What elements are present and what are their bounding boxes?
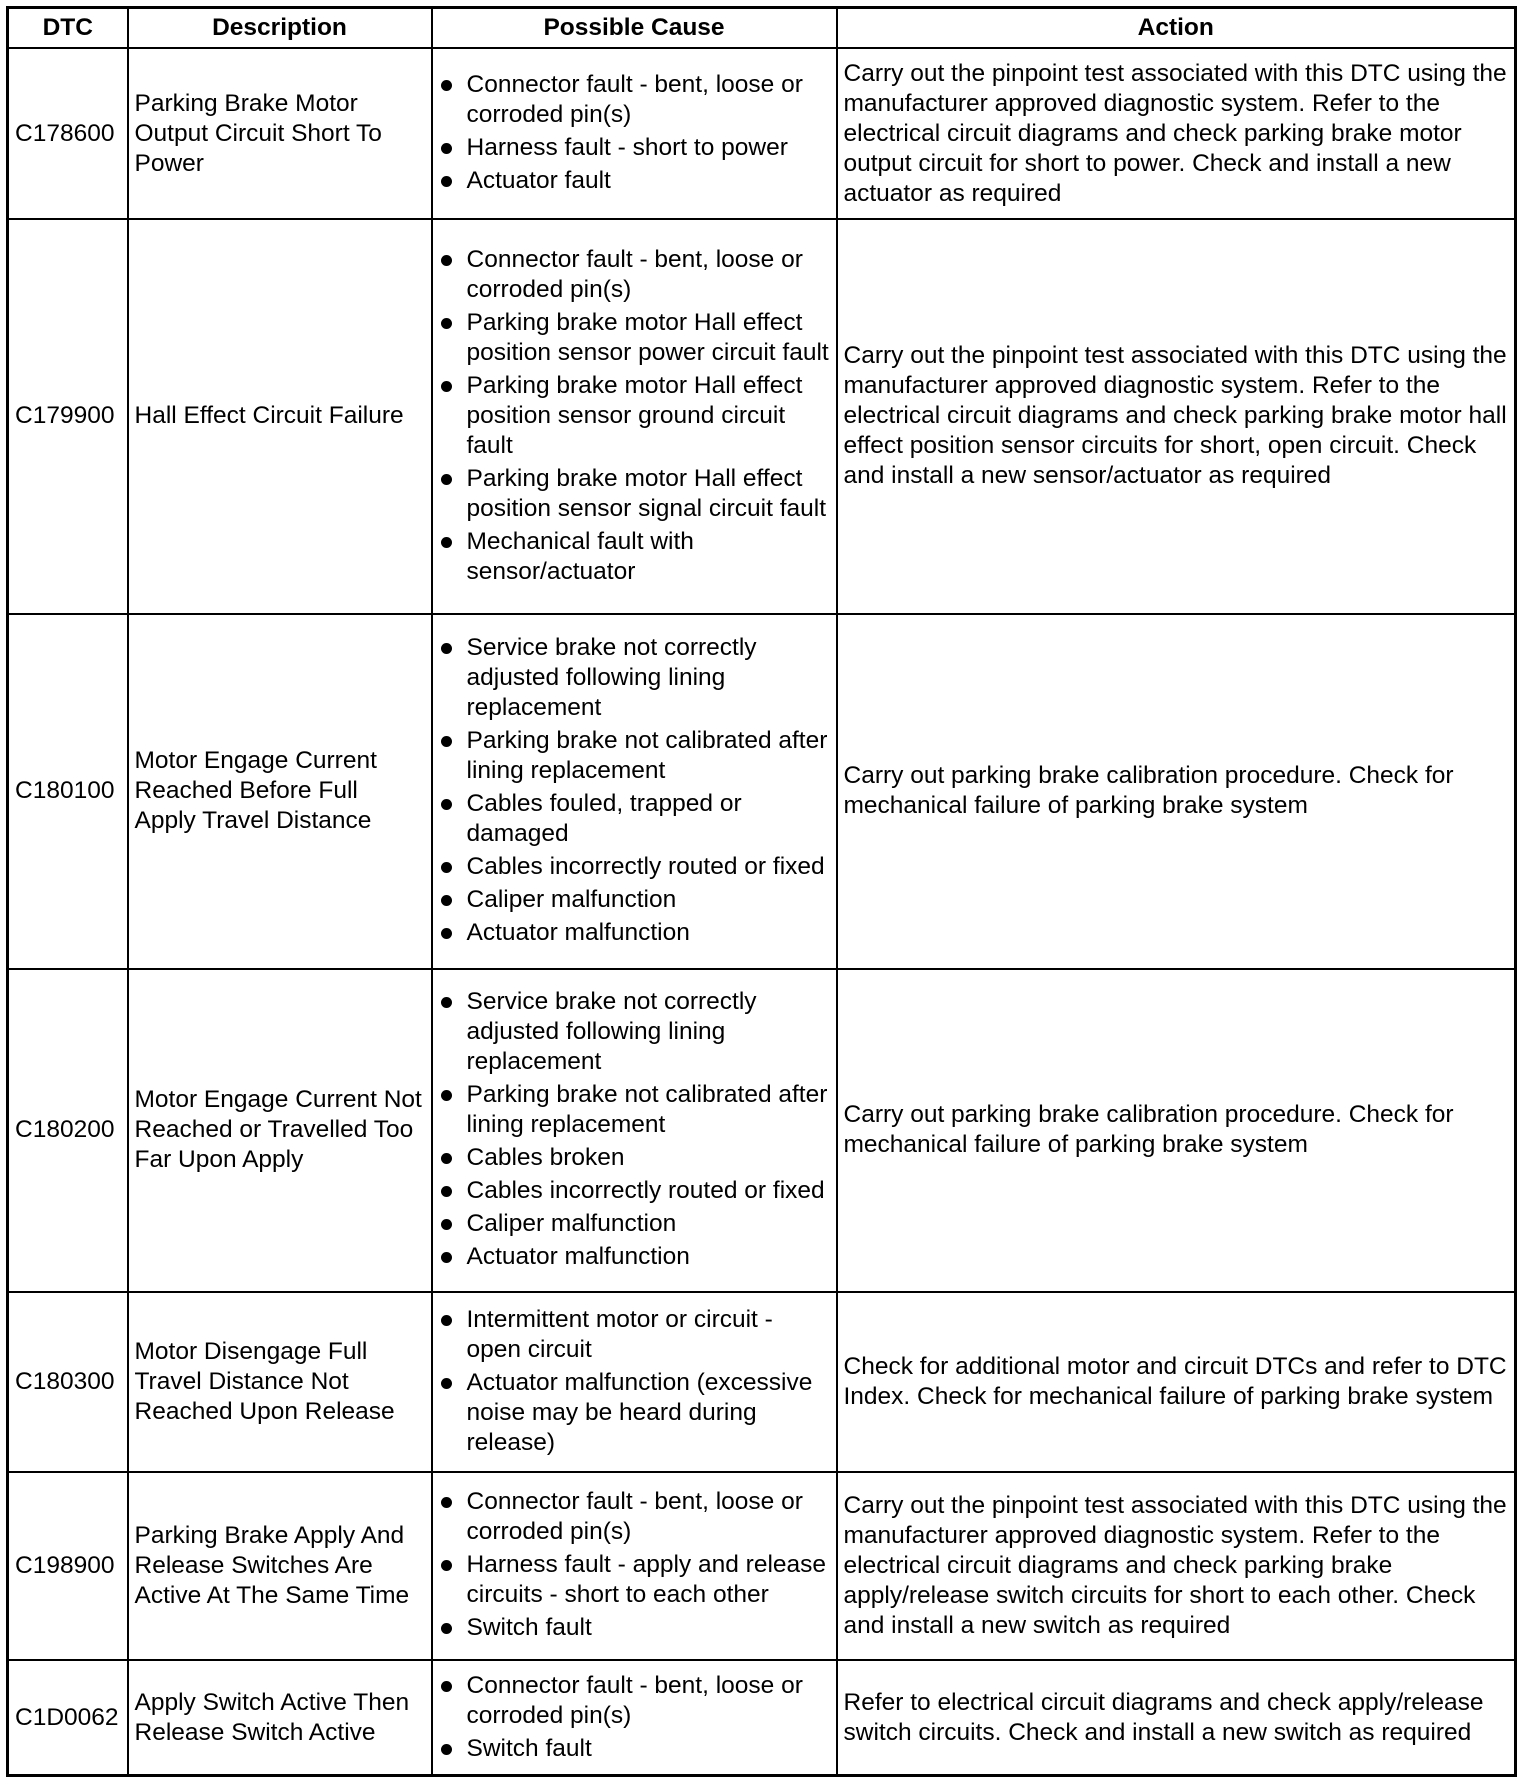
dtc-code: C198900 <box>8 1472 128 1661</box>
dtc-code: C180100 <box>8 614 128 969</box>
possible-cause-item: Cables fouled, trapped or damaged <box>439 789 830 849</box>
possible-cause-list <box>439 245 830 587</box>
possible-cause-cell <box>432 614 837 969</box>
possible-cause-item: Service brake not correctly adjusted following lining replacement <box>439 633 830 723</box>
dtc-description: Parking Brake Motor Output Circuit Short To Power <box>128 48 432 219</box>
dtc-description: Apply Switch Active Then Release Switch Active <box>128 1660 432 1775</box>
header-description: Description <box>128 8 432 49</box>
possible-cause-item: Cables incorrectly routed or fixed <box>439 1176 830 1206</box>
header-action: Action <box>837 8 1516 49</box>
action-text: Check for additional motor and circuit DTCs and refer to DTC Index. Check for mechanical failure of parking brake system <box>837 1292 1516 1472</box>
possible-cause-cell <box>432 969 837 1292</box>
possible-cause-item: Connector fault - bent, loose or corroded pin(s) <box>439 1487 830 1547</box>
possible-cause-item: Harness fault - apply and release circuits - short to each other <box>439 1550 830 1610</box>
dtc-description: Hall Effect Circuit Failure <box>128 219 432 613</box>
possible-cause-item: Caliper malfunction <box>439 885 830 915</box>
possible-cause-cell <box>432 48 837 219</box>
table-body <box>8 48 1516 1776</box>
possible-cause-item: Parking brake motor Hall effect position sensor power circuit fault <box>439 308 830 368</box>
table-row <box>8 219 1516 613</box>
action-text: Refer to electrical circuit diagrams and check apply/release switch circuits. Check and install a new switch as required <box>837 1660 1516 1775</box>
possible-cause-item: Parking brake motor Hall effect position sensor ground circuit fault <box>439 371 830 461</box>
possible-cause-cell <box>432 1660 837 1775</box>
table-row <box>8 48 1516 219</box>
possible-cause-item: Cables broken <box>439 1143 830 1173</box>
possible-cause-item: Switch fault <box>439 1734 830 1764</box>
action-text: Carry out the pinpoint test associated with this DTC using the manufacturer approved diagnostic system. Refer to the electrical circuit diagrams and check parking brake motor output circuit for short to power. Check and install a new actuator as required <box>837 48 1516 219</box>
table-row <box>8 1292 1516 1472</box>
possible-cause-item: Connector fault - bent, loose or corroded pin(s) <box>439 1671 830 1731</box>
dtc-table <box>6 6 1517 1777</box>
action-text: Carry out parking brake calibration procedure. Check for mechanical failure of parking brake system <box>837 969 1516 1292</box>
table-row <box>8 969 1516 1292</box>
action-text: Carry out parking brake calibration procedure. Check for mechanical failure of parking brake system <box>837 614 1516 969</box>
possible-cause-cell <box>432 1292 837 1472</box>
possible-cause-item: Caliper malfunction <box>439 1209 830 1239</box>
header-dtc: DTC <box>8 8 128 49</box>
possible-cause-item: Connector fault - bent, loose or corroded pin(s) <box>439 245 830 305</box>
table-row <box>8 1660 1516 1775</box>
possible-cause-list <box>439 987 830 1272</box>
possible-cause-item: Connector fault - bent, loose or corroded pin(s) <box>439 70 830 130</box>
dtc-code: C178600 <box>8 48 128 219</box>
table-row <box>8 1472 1516 1661</box>
dtc-code: C179900 <box>8 219 128 613</box>
possible-cause-item: Mechanical fault with sensor/actuator <box>439 527 830 587</box>
dtc-description: Motor Engage Current Not Reached or Travelled Too Far Upon Apply <box>128 969 432 1292</box>
possible-cause-item: Actuator malfunction <box>439 1242 830 1272</box>
possible-cause-item: Actuator fault <box>439 166 830 196</box>
possible-cause-item: Service brake not correctly adjusted following lining replacement <box>439 987 830 1077</box>
dtc-code: C180300 <box>8 1292 128 1472</box>
possible-cause-list <box>439 1305 830 1458</box>
action-text: Carry out the pinpoint test associated with this DTC using the manufacturer approved diagnostic system. Refer to the electrical circuit diagrams and check parking brake apply/release switch circuits for short to each other. Check and install a new switch as required <box>837 1472 1516 1661</box>
possible-cause-cell <box>432 1472 837 1661</box>
possible-cause-item: Cables incorrectly routed or fixed <box>439 852 830 882</box>
table-row <box>8 614 1516 969</box>
possible-cause-item: Actuator malfunction <box>439 918 830 948</box>
dtc-code: C1D0062 <box>8 1660 128 1775</box>
possible-cause-item: Intermittent motor or circuit - open circuit <box>439 1305 830 1365</box>
possible-cause-cell <box>432 219 837 613</box>
possible-cause-item: Harness fault - short to power <box>439 133 830 163</box>
dtc-description: Motor Engage Current Reached Before Full Apply Travel Distance <box>128 614 432 969</box>
header-row <box>8 8 1516 49</box>
possible-cause-item: Switch fault <box>439 1613 830 1643</box>
possible-cause-list <box>439 633 830 948</box>
action-text: Carry out the pinpoint test associated with this DTC using the manufacturer approved diagnostic system. Refer to the electrical circuit diagrams and check parking brake motor hall effect position sensor circuits for short, open circuit. Check and install a new sensor/actuator as required <box>837 219 1516 613</box>
dtc-description: Motor Disengage Full Travel Distance Not Reached Upon Release <box>128 1292 432 1472</box>
possible-cause-list <box>439 1671 830 1764</box>
possible-cause-item: Parking brake motor Hall effect position sensor signal circuit fault <box>439 464 830 524</box>
possible-cause-item: Parking brake not calibrated after lining replacement <box>439 1080 830 1140</box>
possible-cause-item: Actuator malfunction (excessive noise may be heard during release) <box>439 1368 830 1458</box>
possible-cause-list <box>439 1487 830 1643</box>
possible-cause-item: Parking brake not calibrated after lining replacement <box>439 726 830 786</box>
possible-cause-list <box>439 70 830 196</box>
dtc-code: C180200 <box>8 969 128 1292</box>
header-possible-cause: Possible Cause <box>432 8 837 49</box>
dtc-description: Parking Brake Apply And Release Switches Are Active At The Same Time <box>128 1472 432 1661</box>
